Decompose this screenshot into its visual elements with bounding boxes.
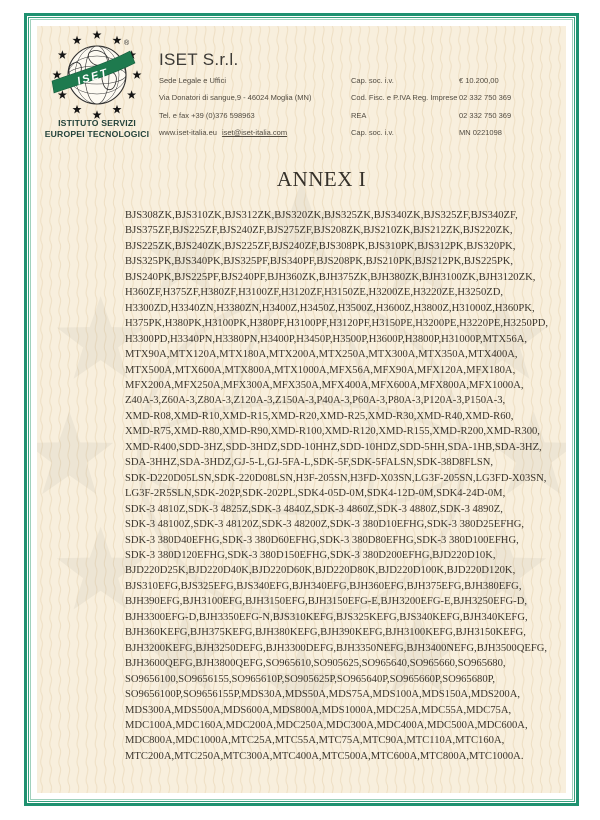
capital-value: € 10.200,00 — [459, 76, 499, 85]
code-line: BJH3200KEFG,BJH3250DEFG,BJH3300DEFG,BJH3350NEFG,BJH3400NEFG,BJH3500QEFG, — [125, 642, 548, 654]
code-line: SDK-3 48100Z,SDK-3 48120Z,SDK-3 48200Z,SDK-3 380D10EFHG,SDK-3 380D25EFHG, — [125, 519, 525, 531]
email-link[interactable]: iset@iset-italia.com — [221, 127, 288, 137]
code-line: MDS300A,MDS500A,MDS600A,MDS800A,MDS1000A,MDC25A,MDC55A,MDC75A, — [125, 704, 512, 716]
code-line: XMD-R75,XMD-R80,XMD-R90,XMD-R100,XMD-R120,XMD-R155,XMD-R200,XMD-R300, — [125, 426, 540, 438]
registry-label: Cap. soc. i.v. — [351, 127, 394, 137]
phone-text: Tel. e fax +39 (0)376 598963 — [159, 110, 255, 120]
code-line: BJS225ZK,BJS240ZK,BJS225ZF,BJS240ZF,BJS308PK,BJS310PK,BJS312PK,BJS320PK, — [125, 240, 516, 252]
org-name — [37, 118, 163, 140]
rea-label: REA — [351, 110, 367, 120]
code-line: MTC200A,MTC250A,MTC300A,MTC400A,MTC500A,MTC600A,MTC800A,MTC1000A. — [125, 750, 524, 762]
code-line: SO9656100P,SO9656155P,MDS30A,MDS50A,MDS75A,MDS100A,MDS150A,MDS200A, — [125, 689, 520, 701]
code-line: H3300ZD,H3340ZN,H3380ZN,H3400Z,H3450Z,H3500Z,H3600Z,H3800Z,H31000Z,H360PK, — [125, 302, 535, 314]
iset-logo — [42, 26, 152, 130]
org-name-line2: EUROPEI TECNOLOGICI — [44, 129, 150, 139]
code-line: BJS240PK,BJS225PF,BJS240PF,BJH360ZK,BJH375ZK,BJH380ZK,BJH3100ZK,BJH3120ZK, — [125, 271, 536, 283]
code-line: MDC100A,MDC160A,MDC200A,MDC250A,MDC300A,MDC400A,MDC500A,MDC600A, — [125, 719, 528, 731]
code-line: BJH360KEFG,BJH375KEFG,BJH380KEFG,BJH390KEFG,BJH3100KEFG,BJH3150KEFG, — [125, 627, 526, 639]
letterhead-details — [159, 76, 560, 145]
code-line: MFX200A,MFX250A,MFX300A,MFX350A,MFX400A,MFX600A,MFX800A,MFX1000A, — [125, 379, 524, 391]
code-line: BJH3300EFG-D,BJH3350EFG-N,BJS310KEFG,BJS325KEFG,BJS340KEFG,BJH340KEFG, — [125, 611, 528, 623]
letterhead-row — [159, 128, 560, 145]
certificate-border — [24, 13, 579, 806]
code-line: H360ZF,H375ZF,H380ZF,H3100ZF,H3120ZF,H3150ZE,H3200ZE,H3220ZE,H3250ZD, — [125, 287, 504, 299]
company-name: ISET S.r.l. — [159, 50, 239, 69]
code-line: XMD-R400,SDD-3HZ,SDD-3HDZ,SDD-10HHZ,SDD-10HDZ,SDD-5HH,SDA-1HB,SDA-3HZ, — [125, 441, 542, 453]
rea-value: 02 332 750 369 — [459, 110, 512, 120]
code-line: BJS325PK,BJS340PK,BJS325PF,BJS340PF,BJS208PK,BJS210PK,BJS212PK,BJS225PK, — [125, 256, 514, 268]
code-line: SO9656100,SO9656155,SO965610P,SO905625P,SO965640P,SO965660P,SO965680P, — [125, 673, 495, 685]
website-text: www.iset-italia.eu — [159, 127, 217, 137]
code-line: SDK-3 380D120EFHG,SDK-3 380D150EFHG,SDK-3 380D200EFHG,BJD220D10K, — [125, 549, 496, 561]
letterhead-row — [159, 76, 560, 93]
office-label: Sede Legale e Uffici — [159, 76, 226, 85]
code-line: SDK-3 4810Z,SDK-3 4825Z,SDK-3 4840Z,SDK-3 4860Z,SDK-3 4880Z,SDK-3 4890Z, — [125, 503, 503, 515]
code-line: BJD220D25K,BJD220D40K,BJD220D60K,BJD220D80K,BJD220D100K,BJD220D120K, — [125, 565, 516, 577]
letterhead-row — [159, 93, 560, 110]
letterhead-row — [159, 111, 560, 128]
code-line: BJH390EFG,BJH3100EFG,BJH3150EFG,BJH3150EFG-E,BJH3200EFG-E,BJH3250EFG-D, — [125, 596, 528, 608]
code-line: BJS310EFG,BJS325EFG,BJS340EFG,BJH340EFG,BJH360EFG,BJH375EFG,BJH380EFG, — [125, 580, 522, 592]
code-line: Z40A-3,Z60A-3,Z80A-3,Z120A-3,Z150A-3,P40A-3,P60A-3,P80A-3,P120A-3,P150A-3, — [125, 395, 506, 407]
page-content — [37, 26, 566, 793]
code-line: H3300PD,H3340PN,H3380PN,H3400P,H3450P,H3500P,H3600P,H3800P,H31000P,MTX56A, — [125, 333, 528, 345]
registered-mark: ® — [124, 40, 130, 47]
org-name-line1: ISTITUTO SERVIZI — [58, 118, 136, 128]
code-line: LG3F-2R5SLN,SDK-202P,SDK-202PL,SDK4-05D-0M,SDK4-12D-0M,SDK4-24D-0M, — [125, 488, 506, 500]
code-line: SDK-D220D05LSN,SDK-220D08LSN,H3F-205SN,H3FD-X03SN,LG3F-205SN,LG3FD-X03SN, — [125, 472, 547, 484]
product-code-list — [125, 208, 565, 764]
code-line: MTX90A,MTX120A,MTX180A,MTX200A,MTX250A,MTX300A,MTX350A,MTX400A, — [125, 349, 518, 361]
code-line: BJS375ZF,BJS225ZF,BJS240ZF,BJS275ZF,BJS208ZK,BJS210ZK,BJS212ZK,BJS220ZK, — [125, 225, 513, 237]
vat-label: Cod. Fisc. e P.IVA Reg. Imprese — [351, 93, 458, 103]
code-line: MDC800A,MDC1000A,MTC25A,MTC55A,MTC75A,MTC90A,MTC110A,MTC160A, — [125, 735, 505, 747]
vat-value: 02 332 750 369 — [459, 93, 512, 103]
code-line: SDA-3HHZ,SDA-3HDZ,GJ-5-L,GJ-5FA-L,SDK-5F,SDK-5FALSN,SDK-38D8FLSN, — [125, 457, 494, 469]
code-line: SDK-3 380D40EFHG,SDK-3 380D60EFHG,SDK-3 380D80EFHG,SDK-3 380D100EFHG, — [125, 534, 519, 546]
code-line: BJS308ZK,BJS310ZK,BJS312ZK,BJS320ZK,BJS325ZK,BJS340ZK,BJS325ZF,BJS340ZF, — [125, 210, 518, 221]
capital-label: Cap. soc. i.v. — [351, 76, 394, 85]
code-line: H375PK,H380PK,H3100PK,H380PF,H3100PF,H3120PF,H3150PE,H3200PE,H3220PE,H3250PD, — [125, 318, 549, 330]
code-line: MTX500A,MTX600A,MTX800A,MTX1000A,MFX56A,MFX90A,MFX120A,MFX180A, — [125, 364, 516, 376]
code-line: XMD-R08,XMD-R10,XMD-R15,XMD-R20,XMD-R25,XMD-R30,XMD-R40,XMD-R60, — [125, 410, 514, 422]
registry-value: MN 0221098 — [459, 127, 502, 137]
code-line: BJH3600QEFG,BJH3800QEFG,SO965610,SO905625,SO965640,SO965660,SO965680, — [125, 658, 506, 670]
annex-title: ANNEX I — [276, 167, 367, 191]
address-text: Via Donatori di sangue,9 - 46024 Moglia (MN) — [159, 93, 312, 103]
ribbon-text: ISET — [75, 66, 111, 88]
